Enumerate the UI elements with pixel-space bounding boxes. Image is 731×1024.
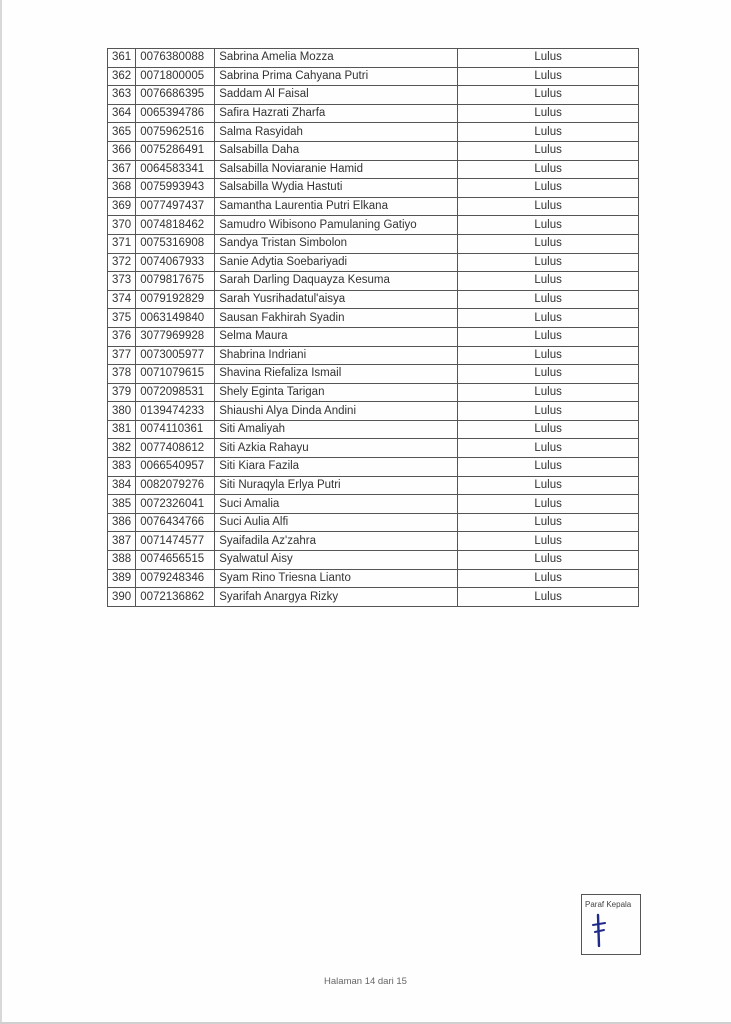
student-id: 0071800005 xyxy=(136,67,215,86)
table-row xyxy=(108,327,639,346)
student-name: Salma Rasyidah xyxy=(215,123,458,142)
row-number: 369 xyxy=(108,197,136,216)
student-name: Saddam Al Faisal xyxy=(215,86,458,105)
student-name: Syaifadila Az'zahra xyxy=(215,532,458,551)
row-number: 373 xyxy=(108,272,136,291)
row-number: 366 xyxy=(108,141,136,160)
table-row xyxy=(108,141,639,160)
student-name: Selma Maura xyxy=(215,327,458,346)
graduation-status: Lulus xyxy=(458,495,639,514)
row-number: 377 xyxy=(108,346,136,365)
student-id: 0139474233 xyxy=(136,402,215,421)
row-number: 371 xyxy=(108,234,136,253)
row-number: 388 xyxy=(108,551,136,570)
student-name: Shiaushi Alya Dinda Andini xyxy=(215,402,458,421)
graduation-status: Lulus xyxy=(458,290,639,309)
row-number: 389 xyxy=(108,569,136,588)
student-name: Syarifah Anargya Rizky xyxy=(215,588,458,607)
table-row xyxy=(108,588,639,607)
table-row xyxy=(108,104,639,123)
row-number: 382 xyxy=(108,439,136,458)
student-id: 0074818462 xyxy=(136,216,215,235)
student-name: Syam Rino Triesna Lianto xyxy=(215,569,458,588)
table-row xyxy=(108,495,639,514)
student-id: 0075316908 xyxy=(136,234,215,253)
graduation-status: Lulus xyxy=(458,123,639,142)
graduation-status: Lulus xyxy=(458,513,639,532)
table-row xyxy=(108,458,639,477)
row-number: 368 xyxy=(108,179,136,198)
student-name: Samantha Laurentia Putri Elkana xyxy=(215,197,458,216)
graduation-status: Lulus xyxy=(458,141,639,160)
row-number: 364 xyxy=(108,104,136,123)
student-name: Sandya Tristan Simbolon xyxy=(215,234,458,253)
graduation-status: Lulus xyxy=(458,234,639,253)
graduation-status: Lulus xyxy=(458,272,639,291)
student-name: Samudro Wibisono Pamulaning Gatiyo xyxy=(215,216,458,235)
graduation-status: Lulus xyxy=(458,160,639,179)
student-name: Shabrina Indriani xyxy=(215,346,458,365)
student-id: 0079192829 xyxy=(136,290,215,309)
student-id: 0073005977 xyxy=(136,346,215,365)
table-row xyxy=(108,123,639,142)
table-row xyxy=(108,402,639,421)
row-number: 380 xyxy=(108,402,136,421)
row-number: 361 xyxy=(108,49,136,68)
graduation-status: Lulus xyxy=(458,197,639,216)
student-id: 0076380088 xyxy=(136,49,215,68)
page-left-edge xyxy=(0,0,2,1024)
row-number: 386 xyxy=(108,513,136,532)
student-name: Sanie Adytia Soebariyadi xyxy=(215,253,458,272)
student-name: Siti Nuraqyla Erlya Putri xyxy=(215,476,458,495)
student-id: 0076434766 xyxy=(136,513,215,532)
table-row xyxy=(108,216,639,235)
table-row xyxy=(108,49,639,68)
student-id: 0072136862 xyxy=(136,588,215,607)
table-row xyxy=(108,365,639,384)
table-row xyxy=(108,346,639,365)
student-name: Safira Hazrati Zharfa xyxy=(215,104,458,123)
graduation-status: Lulus xyxy=(458,420,639,439)
student-id: 0075286491 xyxy=(136,141,215,160)
row-number: 384 xyxy=(108,476,136,495)
student-id: 0063149840 xyxy=(136,309,215,328)
student-id: 0079248346 xyxy=(136,569,215,588)
row-number: 370 xyxy=(108,216,136,235)
student-name: Salsabilla Noviaranie Hamid xyxy=(215,160,458,179)
student-id: 0076686395 xyxy=(136,86,215,105)
table-row xyxy=(108,439,639,458)
row-number: 372 xyxy=(108,253,136,272)
student-name: Sabrina Amelia Mozza xyxy=(215,49,458,68)
graduation-status: Lulus xyxy=(458,476,639,495)
student-name: Sarah Darling Daquayza Kesuma xyxy=(215,272,458,291)
graduation-status: Lulus xyxy=(458,179,639,198)
student-id: 0071474577 xyxy=(136,532,215,551)
table-row xyxy=(108,160,639,179)
student-id: 0066540957 xyxy=(136,458,215,477)
student-name: Suci Amalia xyxy=(215,495,458,514)
student-name: Syalwatul Aisy xyxy=(215,551,458,570)
graduation-status: Lulus xyxy=(458,49,639,68)
student-name: Salsabilla Daha xyxy=(215,141,458,160)
graduation-status: Lulus xyxy=(458,402,639,421)
graduation-status: Lulus xyxy=(458,104,639,123)
graduation-status: Lulus xyxy=(458,383,639,402)
graduation-status: Lulus xyxy=(458,253,639,272)
principal-initial-box xyxy=(581,894,641,955)
graduation-status: Lulus xyxy=(458,532,639,551)
table-row xyxy=(108,569,639,588)
student-id: 0071079615 xyxy=(136,365,215,384)
student-id: 0075993943 xyxy=(136,179,215,198)
student-id: 0075962516 xyxy=(136,123,215,142)
student-name: Sabrina Prima Cahyana Putri xyxy=(215,67,458,86)
student-name: Shely Eginta Tarigan xyxy=(215,383,458,402)
row-number: 367 xyxy=(108,160,136,179)
student-name: Siti Amaliyah xyxy=(215,420,458,439)
row-number: 378 xyxy=(108,365,136,384)
row-number: 381 xyxy=(108,420,136,439)
student-id: 0082079276 xyxy=(136,476,215,495)
table-row xyxy=(108,420,639,439)
student-name: Suci Aulia Alfi xyxy=(215,513,458,532)
student-id: 0072326041 xyxy=(136,495,215,514)
graduation-status: Lulus xyxy=(458,346,639,365)
student-id: 0072098531 xyxy=(136,383,215,402)
graduation-status: Lulus xyxy=(458,439,639,458)
graduation-status: Lulus xyxy=(458,327,639,346)
row-number: 363 xyxy=(108,86,136,105)
student-id: 0065394786 xyxy=(136,104,215,123)
student-id: 0077497437 xyxy=(136,197,215,216)
graduation-status: Lulus xyxy=(458,458,639,477)
graduation-status: Lulus xyxy=(458,569,639,588)
student-id: 0074110361 xyxy=(136,420,215,439)
row-number: 379 xyxy=(108,383,136,402)
table-row xyxy=(108,197,639,216)
student-id: 0077408612 xyxy=(136,439,215,458)
student-name: Sausan Fakhirah Syadin xyxy=(215,309,458,328)
table-body xyxy=(108,49,639,607)
student-name: Siti Azkia Rahayu xyxy=(215,439,458,458)
student-id: 0074656515 xyxy=(136,551,215,570)
student-id: 3077969928 xyxy=(136,327,215,346)
paraf-label: Paraf Kepala xyxy=(585,900,632,909)
row-number: 375 xyxy=(108,309,136,328)
graduation-status: Lulus xyxy=(458,216,639,235)
table-row xyxy=(108,253,639,272)
graduation-status: Lulus xyxy=(458,551,639,570)
student-name: Sarah Yusrihadatul'aisya xyxy=(215,290,458,309)
table-row xyxy=(108,309,639,328)
student-id: 0074067933 xyxy=(136,253,215,272)
graduation-status: Lulus xyxy=(458,86,639,105)
row-number: 387 xyxy=(108,532,136,551)
row-number: 362 xyxy=(108,67,136,86)
table-row xyxy=(108,513,639,532)
row-number: 365 xyxy=(108,123,136,142)
row-number: 374 xyxy=(108,290,136,309)
row-number: 383 xyxy=(108,458,136,477)
graduation-status: Lulus xyxy=(458,588,639,607)
student-id: 0064583341 xyxy=(136,160,215,179)
graduation-status: Lulus xyxy=(458,309,639,328)
graduation-status: Lulus xyxy=(458,67,639,86)
table-row xyxy=(108,290,639,309)
student-name: Siti Kiara Fazila xyxy=(215,458,458,477)
graduation-status: Lulus xyxy=(458,365,639,384)
table-row xyxy=(108,532,639,551)
student-name: Shavina Riefaliza Ismail xyxy=(215,365,458,384)
table-row xyxy=(108,383,639,402)
table-row xyxy=(108,476,639,495)
row-number: 390 xyxy=(108,588,136,607)
table-row xyxy=(108,86,639,105)
student-name: Salsabilla Wydia Hastuti xyxy=(215,179,458,198)
row-number: 376 xyxy=(108,327,136,346)
row-number: 385 xyxy=(108,495,136,514)
table-row xyxy=(108,234,639,253)
page-number: Halaman 14 dari 15 xyxy=(324,976,407,987)
table-row xyxy=(108,272,639,291)
table-row xyxy=(108,551,639,570)
signature-mark xyxy=(592,913,612,947)
graduation-results-table xyxy=(107,48,639,607)
student-id: 0079817675 xyxy=(136,272,215,291)
table-row xyxy=(108,67,639,86)
table-row xyxy=(108,179,639,198)
